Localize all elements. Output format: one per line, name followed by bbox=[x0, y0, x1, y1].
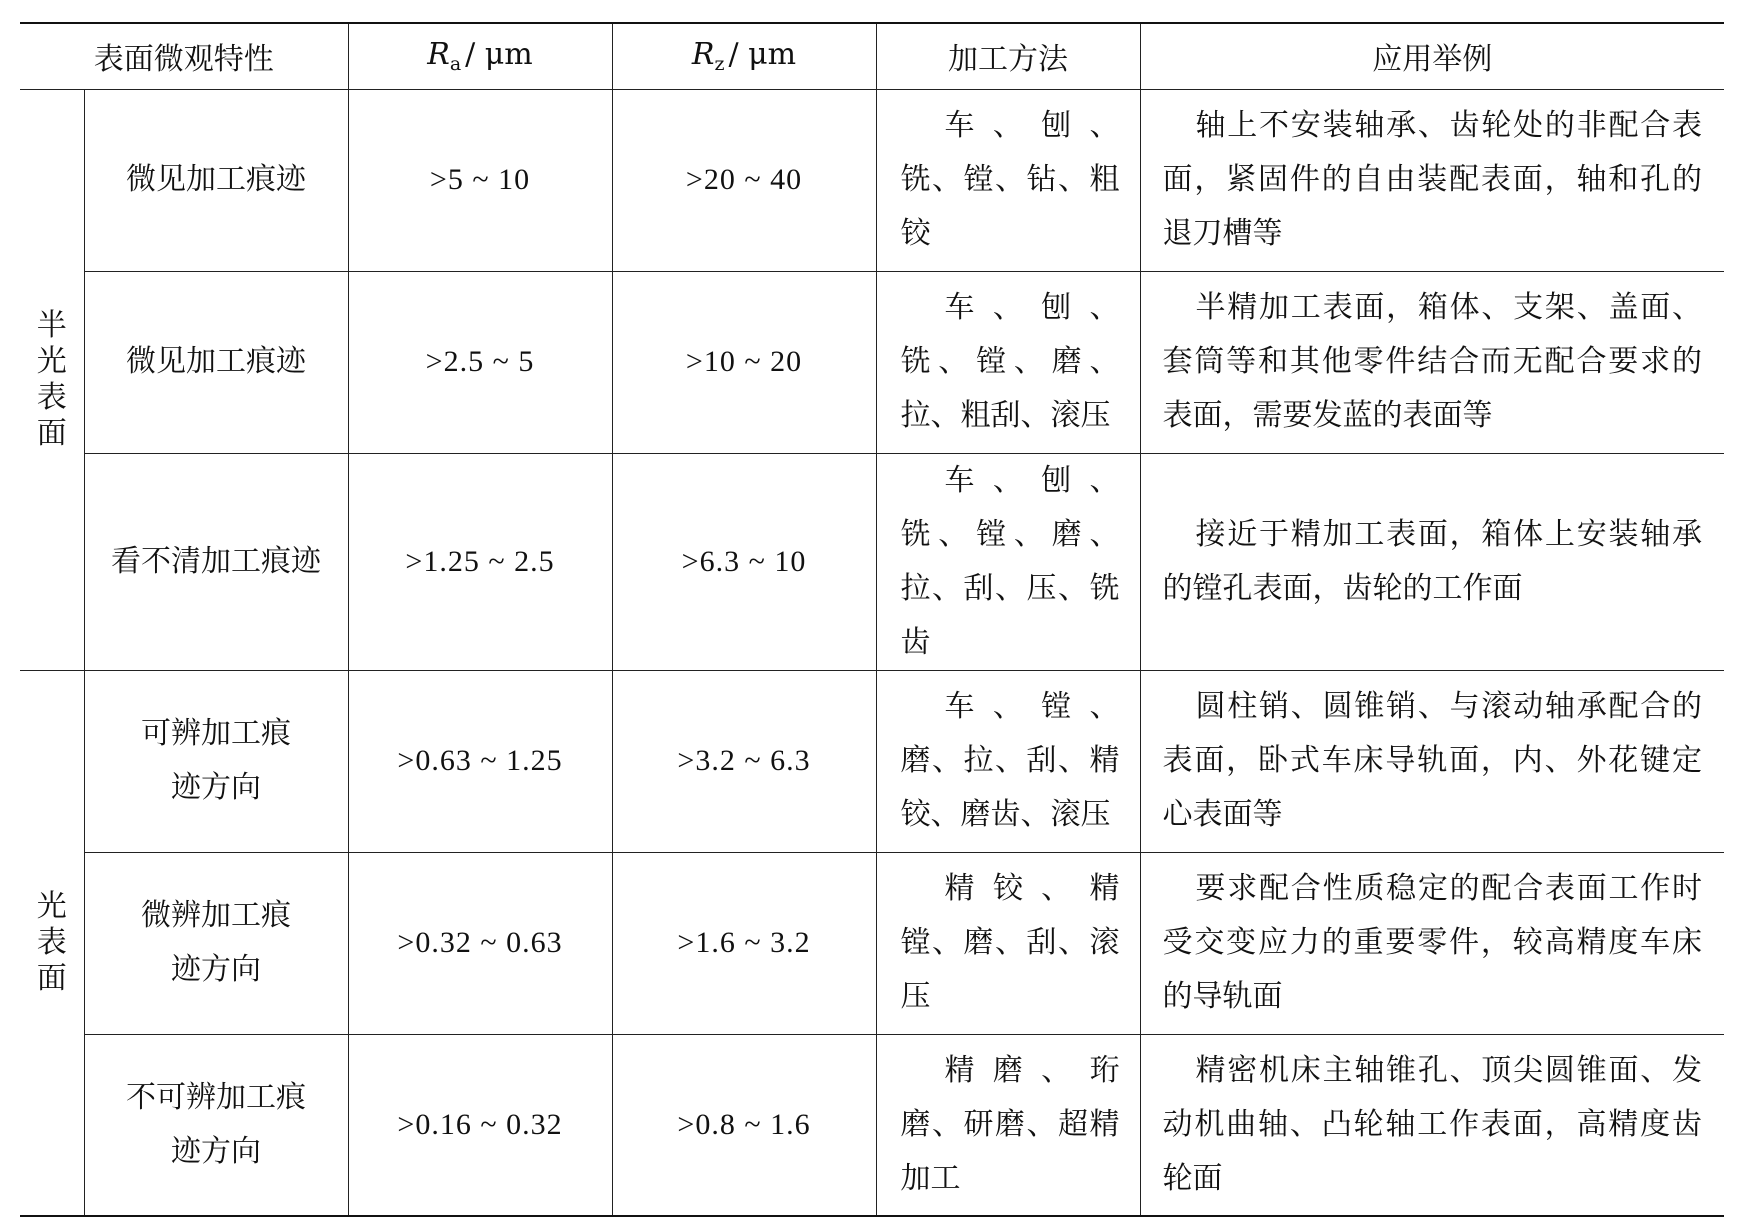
feature-text: 微见加工痕迹 bbox=[126, 344, 306, 379]
feature-cell bbox=[84, 89, 348, 271]
header-application: 应用举例 bbox=[1140, 23, 1724, 89]
table-row bbox=[20, 453, 1724, 670]
ra-cell: >2.5 ~ 5 bbox=[348, 271, 612, 453]
ra-cell: >0.16 ~ 0.32 bbox=[348, 1034, 612, 1216]
method-cell: 车、刨、铣、镗、磨、拉、粗刮、滚压 bbox=[876, 271, 1140, 453]
rz-cell: >3.2 ~ 6.3 bbox=[612, 670, 876, 852]
method-cell: 车、刨、铣、镗、磨、拉、刮、压、铣齿 bbox=[876, 453, 1140, 670]
group-gloss bbox=[20, 670, 84, 1216]
method-cell: 精磨、珩磨、研磨、超精加工 bbox=[876, 1034, 1140, 1216]
header-ra bbox=[348, 23, 612, 89]
ra-cell: >5 ~ 10 bbox=[348, 89, 612, 271]
group-label: 光表面 bbox=[36, 888, 67, 996]
rz-cell: >6.3 ~ 10 bbox=[612, 453, 876, 670]
feature-cell bbox=[84, 670, 348, 852]
feature-cell bbox=[84, 852, 348, 1034]
table-row bbox=[20, 271, 1724, 453]
rz-cell: >10 ~ 20 bbox=[612, 271, 876, 453]
surface-roughness-table bbox=[20, 22, 1724, 1217]
method-cell: 精铰、精镗、磨、刮、滚压 bbox=[876, 852, 1140, 1034]
feature-text: 不可辨加工痕迹方向 bbox=[126, 1079, 306, 1169]
application-cell: 轴上不安装轴承、齿轮处的非配合表面，紧固件的自由装配表面，轴和孔的退刀槽等 bbox=[1140, 89, 1724, 271]
rz-cell: >0.8 ~ 1.6 bbox=[612, 1034, 876, 1216]
group-semi-gloss bbox=[20, 89, 84, 670]
table-row bbox=[20, 670, 1724, 852]
table-row bbox=[20, 89, 1724, 271]
table-row bbox=[20, 852, 1724, 1034]
feature-text: 微见加工痕迹 bbox=[126, 162, 306, 197]
ra-cell: >1.25 ~ 2.5 bbox=[348, 453, 612, 670]
header-feature: 表面微观特性 bbox=[20, 23, 348, 89]
application-cell: 要求配合性质稳定的配合表面工作时受交变应力的重要零件，较高精度车床的导轨面 bbox=[1140, 852, 1724, 1034]
ra-subscript: a bbox=[449, 53, 462, 76]
rz-subscript: z bbox=[714, 53, 725, 76]
ra-symbol: R bbox=[427, 37, 450, 73]
rz-cell: >20 ~ 40 bbox=[612, 89, 876, 271]
feature-cell bbox=[84, 453, 348, 670]
method-cell: 车、镗、磨、拉、刮、精铰、磨齿、滚压 bbox=[876, 670, 1140, 852]
table-row bbox=[20, 1034, 1724, 1216]
ra-cell: >0.32 ~ 0.63 bbox=[348, 852, 612, 1034]
application-cell: 接近于精加工表面，箱体上安装轴承的镗孔表面，齿轮的工作面 bbox=[1140, 453, 1724, 670]
ra-unit: / μm bbox=[465, 37, 533, 73]
application-cell: 圆柱销、圆锥销、与滚动轴承配合的表面，卧式车床导轨面，内、外花键定心表面等 bbox=[1140, 670, 1724, 852]
roughness-table-container bbox=[20, 22, 1724, 1217]
feature-cell bbox=[84, 1034, 348, 1216]
feature-text: 看不清加工痕迹 bbox=[111, 543, 321, 579]
rz-symbol: R bbox=[691, 37, 715, 73]
ra-cell: >0.63 ~ 1.25 bbox=[348, 670, 612, 852]
group-label: 半光表面 bbox=[36, 307, 67, 451]
feature-text: 可辨加工痕迹方向 bbox=[141, 716, 291, 805]
header-method: 加工方法 bbox=[876, 23, 1140, 89]
rz-unit: / μm bbox=[728, 37, 797, 73]
feature-cell bbox=[84, 271, 348, 453]
table-header-row bbox=[20, 23, 1724, 89]
header-rz bbox=[612, 23, 876, 89]
rz-cell: >1.6 ~ 3.2 bbox=[612, 852, 876, 1034]
method-cell: 车、刨、铣、镗、钻、粗铰 bbox=[876, 89, 1140, 271]
application-cell: 精密机床主轴锥孔、顶尖圆锥面、发动机曲轴、凸轮轴工作表面，高精度齿轮面 bbox=[1140, 1034, 1724, 1216]
feature-text: 微辨加工痕迹方向 bbox=[141, 898, 291, 987]
application-cell: 半精加工表面，箱体、支架、盖面、套筒等和其他零件结合而无配合要求的表面，需要发蓝的表面等 bbox=[1140, 271, 1724, 453]
